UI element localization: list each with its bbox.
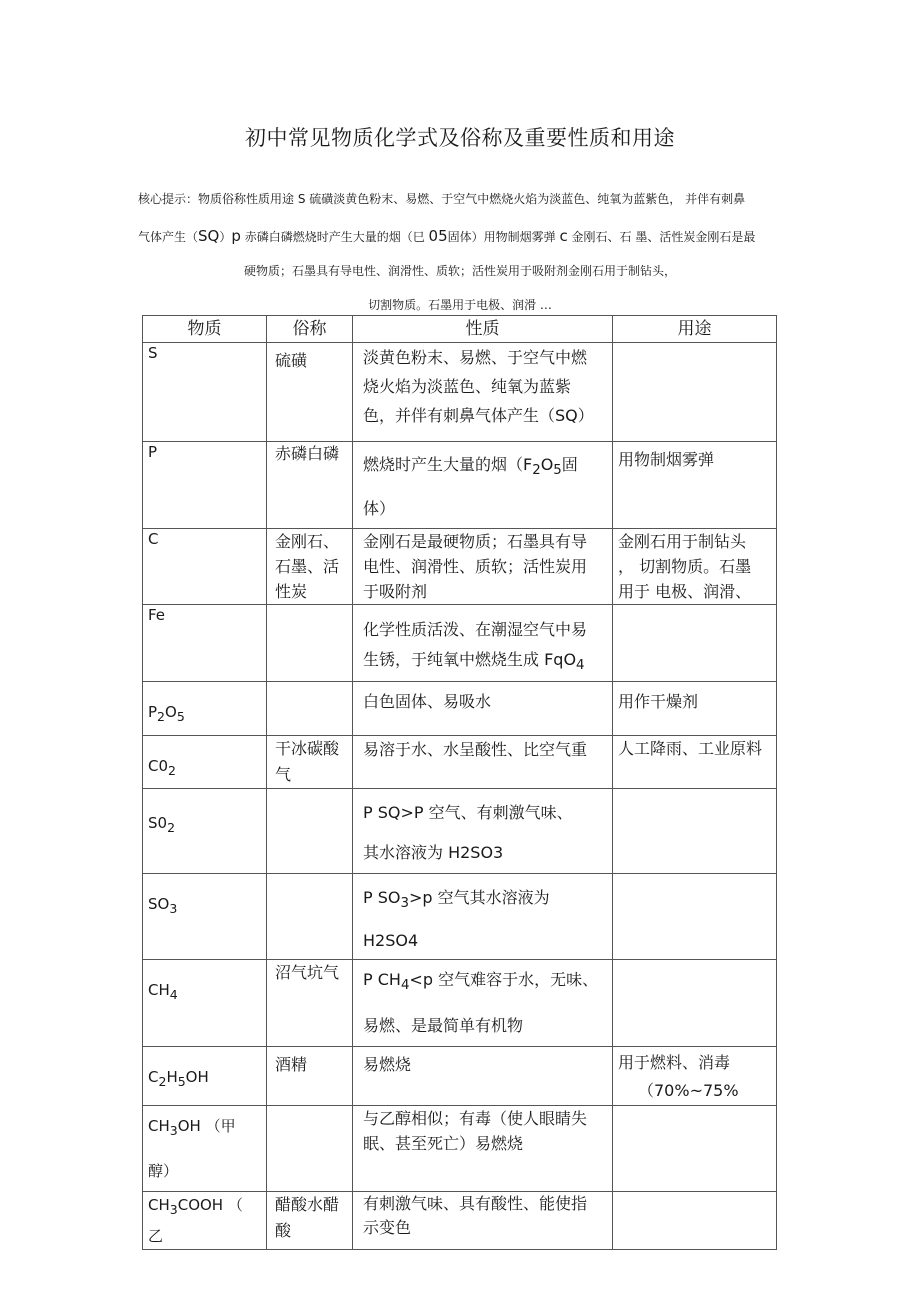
header-properties: 性质 [353,316,613,343]
properties-cell: 化学性质活泼、在潮湿空气中易 生锈，于纯氧中燃烧生成 FqO$_4$ [353,605,613,682]
common-name-cell [267,874,353,959]
common-name-cell: 醋酸水醋酸 [267,1191,353,1249]
formula-cell: $SO_3$ [143,874,267,959]
hint-line-3: 硬物质；石墨具有导电性、润滑性、质软；活性炭用于吸附剂金刚石用于制钻头， [243,264,676,278]
table-row [143,1191,777,1249]
uses-cell: 用物制烟雾弹 [613,442,777,529]
table-row [143,442,777,529]
table-row [143,529,777,605]
properties-cell: 与乙醇相似；有毒（使人眼睛失 眠、甚至死亡）易燃烧 [353,1105,613,1191]
table-row [143,736,777,789]
uses-cell [613,789,777,874]
common-name-cell: 干冰碳酸气 [267,736,353,789]
header-common-name: 俗称 [267,316,353,343]
formula-cell: S [143,343,267,442]
uses-cell [613,343,777,442]
properties-cell: 金刚石是最硬物质；石墨具有导 电性、润滑性、质软；活性炭用 于吸附剂 [353,529,613,605]
common-name-cell [267,605,353,682]
formula-cell: Fe [143,605,267,682]
table-row [143,959,777,1046]
page-title: 初中常见物质化学式及俗称及重要性质和用途 [245,126,675,150]
common-name-cell: 酒精 [267,1046,353,1105]
table-row [143,605,777,682]
table-row [143,874,777,959]
table-header-row [143,316,777,343]
table-row [143,682,777,736]
uses-cell: 人工降雨、工业原料 [613,736,777,789]
header-substance: 物质 [143,316,267,343]
properties-cell: 白色固体、易吸水 [353,682,613,736]
common-name-cell [267,1105,353,1191]
properties-cell: 淡黄色粉末、易燃、于空气中燃 烧火焰为淡蓝色、纯氧为蓝紫 色，并伴有刺鼻气体产生（SQ） [353,343,613,442]
formula-cell: P [143,442,267,529]
common-name-cell [267,789,353,874]
properties-cell: P $CH_4<p$ 空气难容于水，无味、 易燃、是最简单有机物 [353,959,613,1046]
uses-cell [613,605,777,682]
hint-line-2: 气体产生（SQ）p 赤磷白磷燃烧时产生大量的烟（巳 05固体）用物制烟雾弹 c 金刚石、石 墨、活性炭金刚石是最 [138,227,756,245]
substance-table [142,315,777,1250]
formula-cell: $CH_3OH$ （甲 醇） [143,1105,267,1191]
formula-cell: $CH_3COOH$ （ 乙 [143,1191,267,1249]
properties-cell: 易溶于水、水呈酸性、比空气重 [353,736,613,789]
table-row [143,343,777,442]
common-name-cell [267,682,353,736]
hint-line-4: 切割物质。石墨用于电极、润滑 … [368,298,552,312]
common-name-cell: 金刚石、石墨、活 性炭 [267,529,353,605]
uses-cell: 用于燃料、消毒 （70%~75% [613,1046,777,1105]
table-row [143,789,777,874]
uses-cell: 金刚石用于制钻头 ， 切割物质。石墨 用于 电极、润滑、 [613,529,777,605]
properties-cell: 燃烧时产生大量的烟（$F_2O_5$固 体） [353,442,613,529]
properties-cell: P $SO_3>p$ 空气其水溶液为 H2SO4 [353,874,613,959]
common-name-cell: 沼气坑气 [267,959,353,1046]
formula-cell: $S0_2$ [143,789,267,874]
properties-cell: 易燃烧 [353,1046,613,1105]
common-name-cell: 硫磺 [267,343,353,442]
table-row [143,1105,777,1191]
formula-cell: $P_2O_5$ [143,682,267,736]
uses-cell [613,959,777,1046]
uses-cell [613,1191,777,1249]
properties-cell: P SQ>P 空气、有刺激气味、 其水溶液为 H2SO3 [353,789,613,874]
formula-cell: C [143,529,267,605]
formula-cell: $C_2H_5OH$ [143,1046,267,1105]
uses-cell [613,874,777,959]
uses-cell: 用作干燥剂 [613,682,777,736]
header-uses: 用途 [613,316,777,343]
uses-cell [613,1105,777,1191]
hint-line-1: 核心提示：物质俗称性质用途 S 硫磺淡黄色粉末、易燃、于空气中燃烧火焰为淡蓝色、纯氧为蓝紫色， 并伴有刺鼻 [138,192,746,206]
formula-cell: $CH_4$ [143,959,267,1046]
table-row [143,1046,777,1105]
properties-cell: 有刺激气味、具有酸性、能使指 示变色 [353,1191,613,1249]
formula-cell: $C0_2$ [143,736,267,789]
common-name-cell: 赤磷白磷 [267,442,353,529]
